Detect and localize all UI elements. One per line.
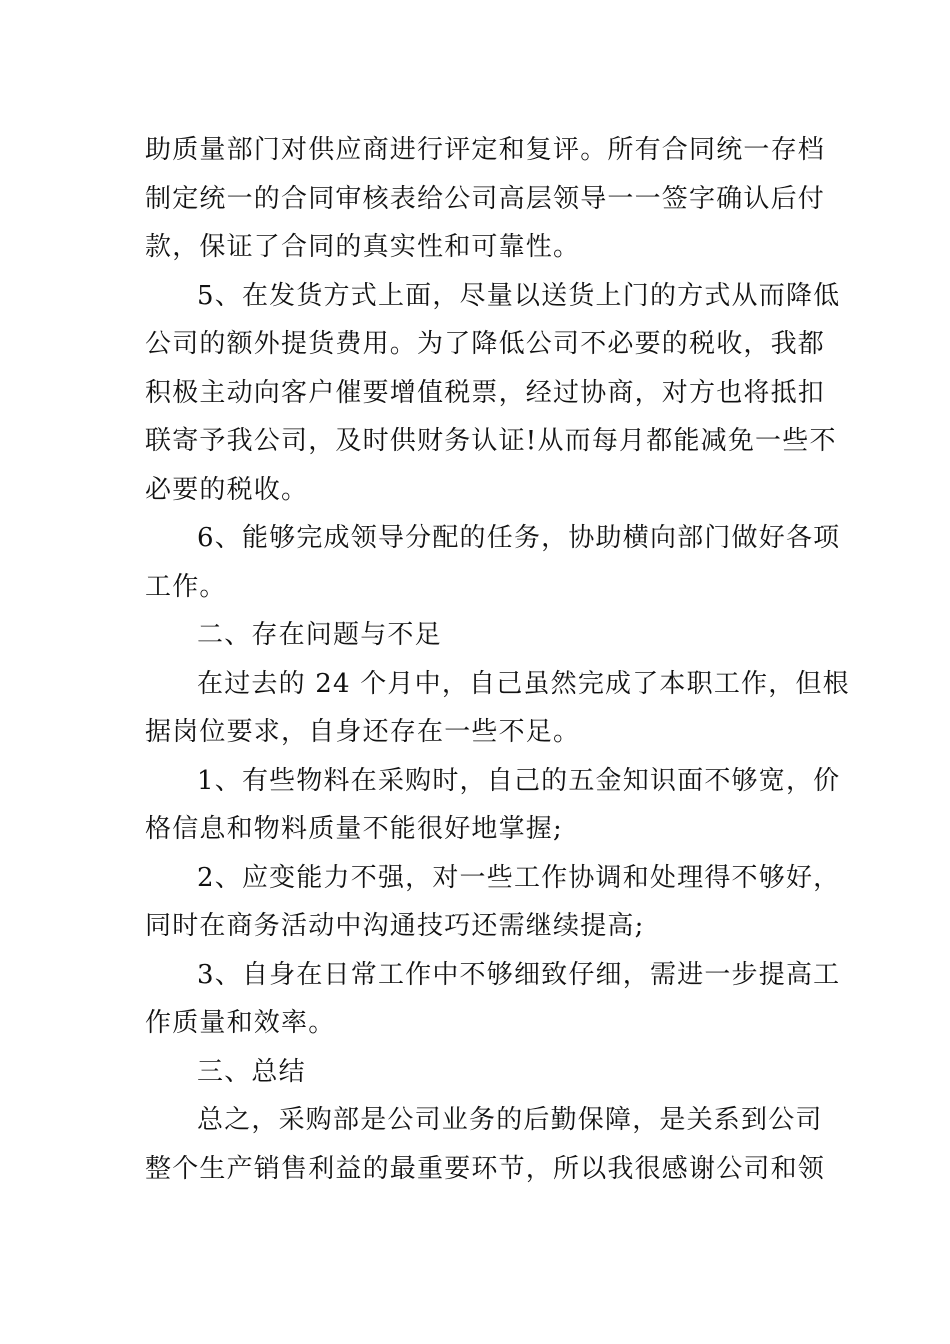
text-line: 助质量部门对供应商进行评定和复评。所有合同统一存档 <box>145 135 826 165</box>
text-line: 3、自身在日常工作中不够细致仔细，需进一步提高工 <box>197 959 841 990</box>
text-line: 6、能够完成领导分配的任务，协助横向部门做好各项 <box>197 523 841 553</box>
text-line: 制定统一的合同审核表给公司高层领导一一签字确认后付 <box>145 183 826 214</box>
text-line: 作质量和效率。 <box>145 1008 336 1038</box>
text-line: 总之，采购部是公司业务的后勤保障，是关系到公司 <box>197 1105 823 1135</box>
text-line: 积极主动向客户催要增值税票，经过协商，对方也将抵扣 <box>145 377 826 408</box>
text-line: 同时在商务活动中沟通技巧还需继续提高; <box>145 911 645 941</box>
text-line: 工作。 <box>145 571 227 602</box>
text-line: 三、总结 <box>197 1056 306 1087</box>
text-line: 在过去的 24 个月中，自己虽然完成了本职工作，但根 <box>197 668 850 699</box>
text-line: 5、在发货方式上面，尽量以送货上门的方式从而降低 <box>197 280 841 311</box>
text-line: 整个生产销售利益的最重要环节，所以我很感谢公司和领 <box>145 1153 826 1184</box>
text-line: 款，保证了合同的真实性和可靠性。 <box>145 232 581 262</box>
text-line: 公司的额外提货费用。为了降低公司不必要的税收，我都 <box>145 329 826 359</box>
text-line: 必要的税收。 <box>145 474 309 505</box>
text-line: 二、存在问题与不足 <box>197 620 442 650</box>
document-body <box>145 126 850 1193</box>
text-line: 据岗位要求，自身还存在一些不足。 <box>145 717 581 747</box>
text-line: 2、应变能力不强，对一些工作协调和处理得不够好， <box>197 862 841 893</box>
text-line: 联寄予我公司，及时供财务认证!从而每月都能减免一些不 <box>145 426 837 456</box>
text-line: 1、有些物料在采购时，自己的五金知识面不够宽，价 <box>197 765 841 796</box>
text-line: 格信息和物料质量不能很好地掌握; <box>145 814 563 844</box>
